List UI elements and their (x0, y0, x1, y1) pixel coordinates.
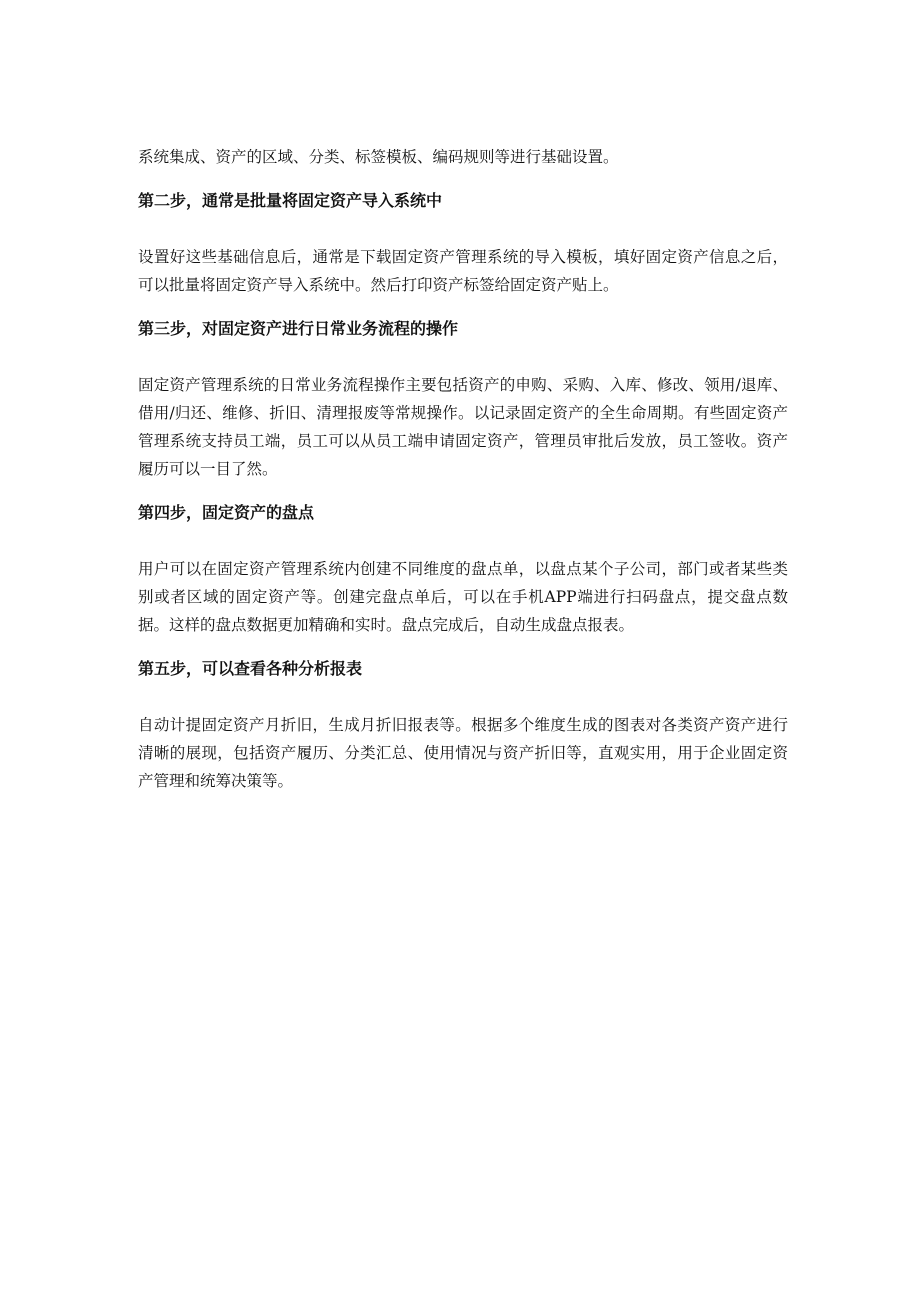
spacer (138, 527, 788, 555)
spacer (138, 171, 788, 187)
spacer (138, 683, 788, 711)
heading-step-five: 第五步，可以查看各种分析报表 (138, 659, 363, 678)
spacer (138, 343, 788, 371)
spacer (138, 639, 788, 655)
heading-step-three: 第三步，对固定资产进行日常业务流程的操作 (138, 319, 459, 338)
paragraph-import: 设置好这些基础信息后，通常是下载固定资产管理系统的导入模板，填好固定资产信息之后，可以批量将固定资产导入系统中。然后打印资产标签给固定资产贴上。 (138, 248, 788, 294)
paragraph-daily-operations: 固定资产管理系统的日常业务流程操作主要包括资产的申购、采购、入库、修改、领用/退库、借用/归还、维修、折旧、清理报废等常规操作。以记录固定资产的全生命周期。有些固定资产管理系统支持员工端，员工可以从员工端申请固定资产，管理员审批后发放，员工签收。资产履历可以一目了然。 (138, 376, 788, 478)
document-body (138, 143, 788, 795)
heading-step-four: 第四步，固定资产的盘点 (138, 503, 315, 522)
paragraph-inventory: 用户可以在固定资产管理系统内创建不同维度的盘点单，以盘点某个子公司，部门或者某些类别或者区域的固定资产等。创建完盘点单后，可以在手机APP端进行扫码盘点，提交盘点数据。这样的盘点数据更加精确和实时。盘点完成后，自动生成盘点报表。 (138, 560, 788, 634)
spacer (138, 483, 788, 499)
heading-step-two: 第二步，通常是批量将固定资产导入系统中 (138, 191, 443, 210)
spacer (138, 215, 788, 243)
paragraph-reports: 自动计提固定资产月折旧，生成月折旧报表等。根据多个维度生成的图表对各类资产资产进行清晰的展现，包括资产履历、分类汇总、使用情况与资产折旧等，直观实用，用于企业固定资产管理和统筹决策等。 (138, 716, 788, 790)
paragraph-base-settings: 系统集成、资产的区域、分类、标签模板、编码规则等进行基础设置。 (138, 148, 619, 166)
spacer (138, 299, 788, 315)
